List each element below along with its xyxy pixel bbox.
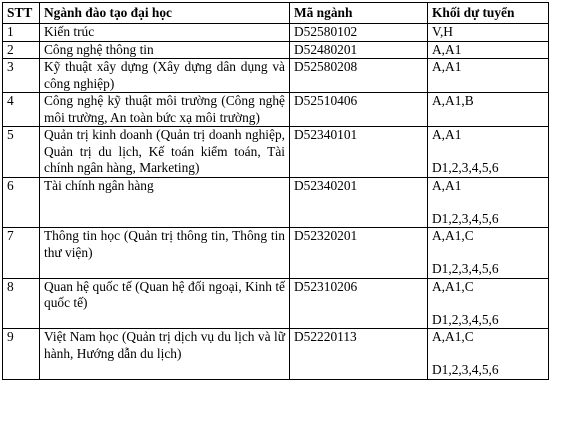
cell-blocks	[428, 278, 549, 329]
cell-stt: 8	[3, 278, 40, 329]
spacer	[432, 346, 544, 363]
header-code: Mã ngành	[290, 3, 428, 24]
table-row	[3, 177, 549, 228]
cell-blocks: A,A1	[428, 59, 549, 93]
cell-major: Công nghệ thông tin	[40, 41, 290, 59]
cell-stt: 2	[3, 41, 40, 59]
cell-blocks: A,A1	[428, 41, 549, 59]
cell-blocks: A,A1,B	[428, 93, 549, 127]
table-row	[3, 329, 549, 380]
document-page	[2, 2, 549, 380]
header-blocks: Khối dự tuyển	[428, 3, 549, 24]
blocks-primary: A,A1	[432, 127, 462, 142]
spacer	[432, 245, 544, 262]
cell-blocks	[428, 127, 549, 178]
table-row	[3, 93, 549, 127]
table-row	[3, 41, 549, 59]
blocks-primary: A,A1,C	[432, 278, 474, 294]
blocks-secondary: D1,2,3,4,5,6	[432, 160, 499, 175]
admissions-table	[2, 2, 549, 380]
cell-stt: 9	[3, 329, 40, 380]
header-major: Ngành đào tạo đại học	[40, 3, 290, 24]
cell-code: D52220113	[290, 329, 428, 380]
table-row	[3, 228, 549, 279]
cell-blocks	[428, 329, 549, 380]
blocks-primary: A,A1	[432, 177, 462, 193]
cell-code: D52510406	[290, 93, 428, 127]
cell-major: Quan hệ quốc tế (Quan hệ đối ngoại, Kinh tế quốc tế)	[40, 278, 290, 329]
cell-code: D52340101	[290, 127, 428, 178]
table-header-row	[3, 3, 549, 24]
blocks-primary: A,A1,C	[432, 329, 474, 344]
cell-major: Việt Nam học (Quản trị dịch vụ du lịch và lữ hành, Hướng dẫn du lịch)	[40, 329, 290, 380]
spacer	[432, 144, 544, 161]
cell-blocks	[428, 228, 549, 279]
header-stt: STT	[3, 3, 40, 24]
table-row	[3, 127, 549, 178]
blocks-secondary: D1,2,3,4,5,6	[432, 311, 499, 327]
cell-code: D52480201	[290, 41, 428, 59]
blocks-secondary: D1,2,3,4,5,6	[432, 210, 499, 226]
spacer	[432, 295, 544, 312]
cell-major: Quản trị kinh doanh (Quản trị doanh nghiệp, Quản trị du lịch, Kế toán kiểm toán, Tài chính ngân hàng, Marketing)	[40, 127, 290, 178]
cell-stt: 5	[3, 127, 40, 178]
cell-stt: 4	[3, 93, 40, 127]
cell-code: D52340201	[290, 177, 428, 228]
cell-stt: 3	[3, 59, 40, 93]
cell-major: Tài chính ngân hàng	[40, 177, 290, 228]
cell-blocks: V,H	[428, 24, 549, 42]
table-row	[3, 278, 549, 329]
cell-code: D52320201	[290, 228, 428, 279]
blocks-secondary: D1,2,3,4,5,6	[432, 261, 499, 276]
table-row	[3, 24, 549, 42]
cell-stt: 1	[3, 24, 40, 42]
cell-stt: 6	[3, 177, 40, 228]
table-row	[3, 59, 549, 93]
blocks-secondary: D1,2,3,4,5,6	[432, 362, 499, 377]
blocks-primary: A,A1,C	[432, 228, 474, 243]
cell-code: D52310206	[290, 278, 428, 329]
cell-major: Kiến trúc	[40, 24, 290, 42]
cell-stt: 7	[3, 228, 40, 279]
cell-major: Công nghệ kỹ thuật môi trường (Công nghệ môi trường, An toàn bức xạ môi trường)	[40, 93, 290, 127]
cell-blocks	[428, 177, 549, 228]
spacer	[432, 194, 544, 211]
cell-code: D52580102	[290, 24, 428, 42]
cell-major: Kỹ thuật xây dựng (Xây dựng dân dụng và công nghiệp)	[40, 59, 290, 93]
cell-code: D52580208	[290, 59, 428, 93]
cell-major: Thông tin học (Quản trị thông tin, Thông tin thư viện)	[40, 228, 290, 279]
